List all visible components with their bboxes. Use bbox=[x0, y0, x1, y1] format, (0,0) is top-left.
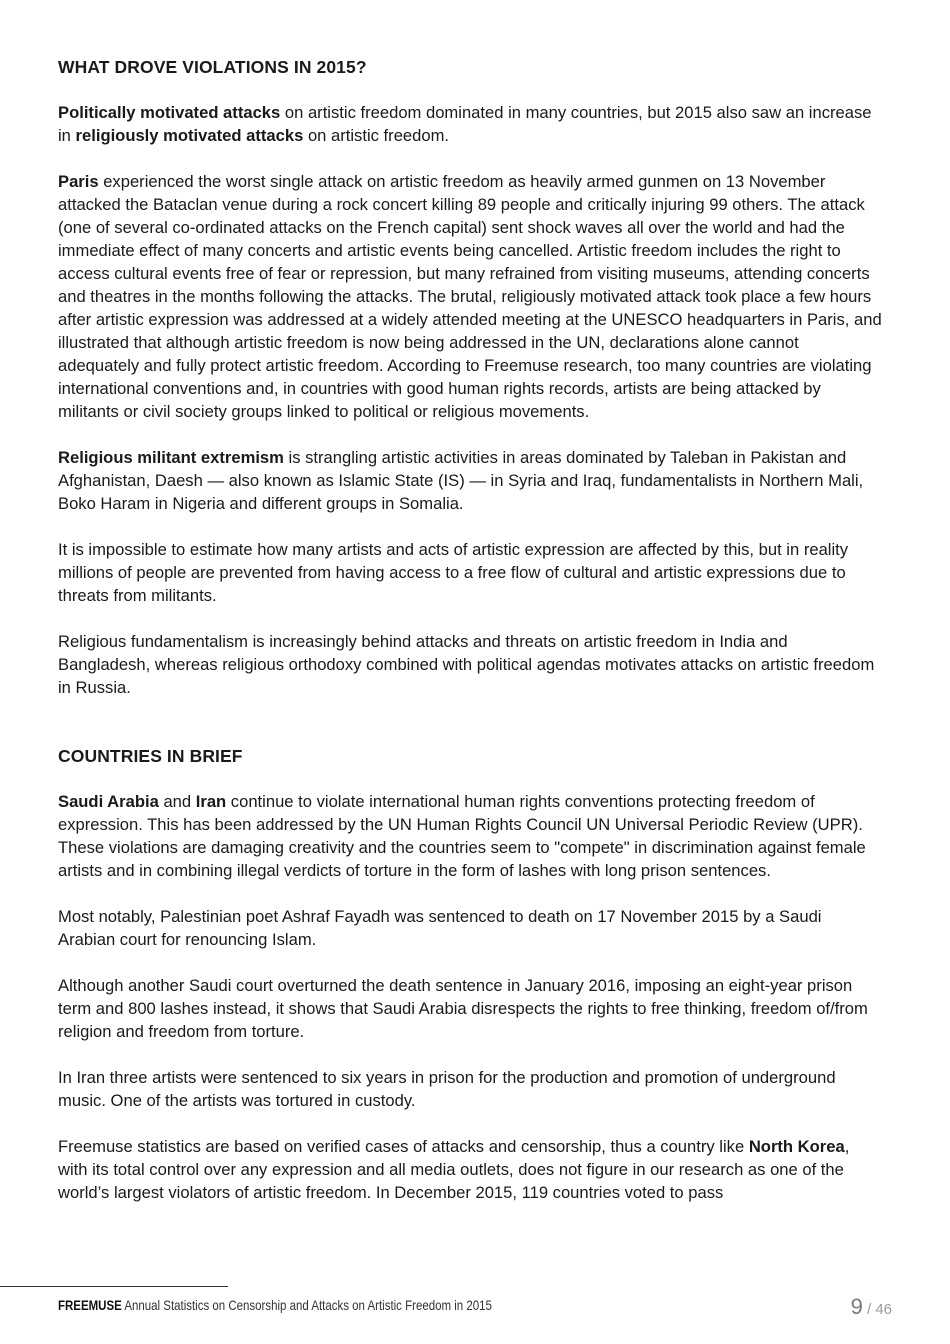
page-indicator bbox=[851, 1294, 892, 1320]
section-heading-violations: WHAT DROVE VIOLATIONS IN 2015? bbox=[58, 57, 367, 77]
footer-title: FREEMUSE Annual Statistics on Censorship and Attacks on Artistic Freedom in 2015 bbox=[58, 1297, 492, 1313]
footer-brand: FREEMUSE bbox=[58, 1297, 122, 1313]
paragraph: It is impossible to estimate how many artists and acts of artistic expression are affected by this, but in reality millions of people are prevented from having access to a free flow of cultural and artistic expressions due to threats from militants. bbox=[58, 540, 849, 605]
paragraph: Religious fundamentalism is increasingly behind attacks and threats on artistic freedom in India and Bangladesh, whereas religious orthodoxy combined with political agendas motivates attacks on artistic freedom in Russia. bbox=[58, 632, 875, 697]
page-number: 9 bbox=[850, 1294, 863, 1319]
page-total: / 46 bbox=[862, 1301, 892, 1318]
section-heading-countries: COUNTRIES IN BRIEF bbox=[58, 746, 243, 766]
paragraph: Most notably, Palestinian poet Ashraf Fayadh was sentenced to death on 17 November 2015 by a Saudi Arabian court for renouncing Islam. bbox=[58, 907, 822, 949]
paragraph: Saudi Arabia and Iran continue to violate international human rights conventions protecting freedom of expression. This has been addressed by the UN Human Rights Council UN Universal Periodic Review (UPR). These violations are damaging creativity and the countries seem to "compete" in discrimination against female artists and in combining illegal verdicts of torture in the form of lashes with long prison sentences. bbox=[58, 792, 866, 880]
paragraph: Although another Saudi court overturned the death sentence in January 2016, imposing an eight-year prison term and 800 lashes instead, it shows that Saudi Arabia disrespects the rights to free thinking, freedom of/from religion and freedom from torture. bbox=[58, 976, 868, 1041]
section-spacer bbox=[58, 722, 882, 745]
paragraph: Paris experienced the worst single attack on artistic freedom as heavily armed gunmen on 13 November attacked the Bataclan venue during a rock concert killing 89 people and critically injuring 99 others. The attack (one of several co-ordinated attacks on the French capital) sent shock waves all over the world and had the immediate effect of many concerts and artistic events being cancelled. Artistic freedom includes the right to access cultural events free of fear or repression, but many refrained from visiting museums, attending concerts and theatres in the months following the attacks. The brutal, religiously motivated attack took place a few hours after artistic expression was addressed at a widely attended meeting at the UNESCO headquarters in Paris, and illustrated that although artistic freedom is now being addressed in the UN, declarations alone cannot adequately and fully protect artistic freedom. According to Freemuse research, too many countries are violating international conventions and, in countries with good human rights records, artists are being attacked by militants or civil society groups linked to political or religious movements. bbox=[58, 172, 882, 421]
paragraph: In Iran three artists were sentenced to six years in prison for the production and promotion of underground music. One of the artists was tortured in custody. bbox=[58, 1068, 836, 1110]
paragraph: Religious militant extremism is strangling artistic activities in areas dominated by Taleban in Pakistan and Afghanistan, Daesh — also known as Islamic State (IS) — in Syria and Iraq, fundamentalists in Northern Mali, Boko Haram in Nigeria and different groups in Somalia. bbox=[58, 448, 864, 513]
footer-divider bbox=[0, 1286, 228, 1287]
paragraph: Freemuse statistics are based on verified cases of attacks and censorship, thus a country like North Korea, with its total control over any expression and all media outlets, does not figure in our research as one of the world’s largest violators of artistic freedom. In December 2015, 119 countries voted to pass bbox=[58, 1137, 850, 1202]
page-body bbox=[58, 56, 882, 1227]
paragraph: Politically motivated attacks on artistic freedom dominated in many countries, but 2015 also saw an increase in religiously motivated attacks on artistic freedom. bbox=[58, 103, 872, 145]
